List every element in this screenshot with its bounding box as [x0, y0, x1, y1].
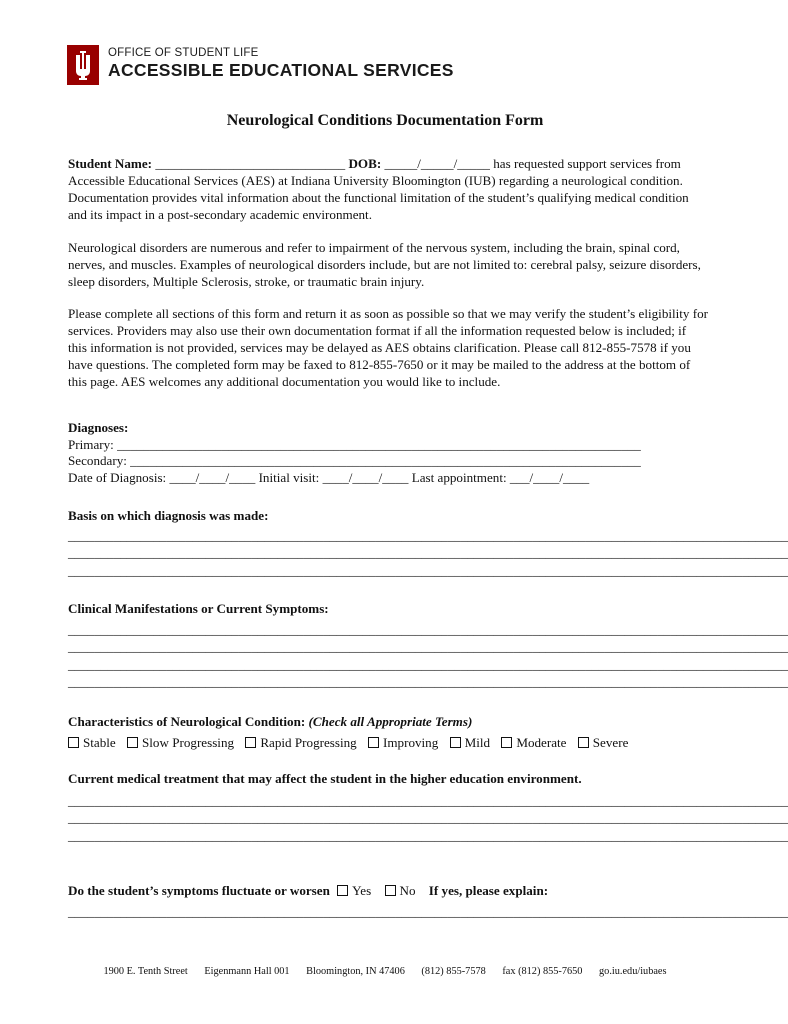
dob-label: DOB: — [348, 156, 382, 171]
characteristics-heading: Characteristics of Neurological Condition: — [68, 714, 306, 729]
basis-lines — [68, 527, 788, 579]
form-title: Neurological Conditions Documentation Form — [226, 112, 544, 129]
checkbox-icon[interactable] — [501, 737, 512, 748]
treatment-line[interactable]: ______________________________________________________________________________________________________________ — [68, 827, 788, 843]
department-name: ACCESSIBLE EDUCATIONAL SERVICES — [108, 60, 454, 80]
student-name-field[interactable]: _____________________________ — [155, 156, 346, 171]
iu-trident-logo — [67, 45, 99, 85]
explain-line[interactable]: ______________________________________________________________________________________________________________ — [68, 904, 788, 919]
treatment-line[interactable]: ______________________________________________________________________________________________________________ — [68, 810, 788, 826]
fluctuate-label: Do the student’s symptoms fluctuate or worsen — [68, 883, 330, 898]
no-checkbox-icon[interactable] — [385, 885, 396, 896]
footer-address: 1900 E. Tenth Street — [103, 966, 188, 977]
footer-building: Eigenmann Hall 001 — [204, 966, 290, 977]
checkbox-icon[interactable] — [68, 737, 79, 748]
explain-lines — [68, 903, 788, 920]
footer-fax: fax (812) 855-7650 — [502, 966, 583, 977]
treatment-line[interactable]: ______________________________________________________________________________________________________________ — [68, 793, 788, 808]
clinical-line[interactable]: ______________________________________________________________________________________________________________ — [68, 673, 788, 689]
characteristics-note: (Check all Appropriate Terms) — [308, 714, 473, 729]
org-header — [108, 47, 454, 81]
instructions-paragraph: Please complete all sections of this form and return it as soon as possible so that we may verify the student’s eligibility for services. Providers may also use their own documentation format if all the information requested below is included; if this information is not provided, services may be delayed as AES obtains clarification. Please call 812-855-7578 if you have questions. The completed form may be faxed to 812-855-7650 or it may be mailed to the address at the bottom of this page. AES welcomes any additional documentation you would like to include. — [68, 306, 709, 389]
treatment-lines — [68, 792, 788, 844]
basis-line[interactable]: ______________________________________________________________________________________________________________ — [68, 528, 788, 543]
treatment-heading: Current medical treatment that may affect the student in the higher education environment. — [68, 771, 582, 786]
dob-field[interactable]: _____/_____/_____ — [384, 156, 490, 171]
checkbox-icon[interactable] — [578, 737, 589, 748]
footer-web-link[interactable]: go.iu.edu/iubaes — [599, 966, 667, 977]
trident-icon — [67, 45, 99, 85]
checkbox-icon[interactable] — [368, 737, 379, 748]
no-label: No — [399, 883, 416, 898]
basis-line[interactable]: ______________________________________________________________________________________________________________ — [68, 545, 788, 561]
option-moderate[interactable]: Moderate — [501, 735, 566, 750]
option-mild[interactable]: Mild — [450, 735, 490, 750]
characteristics-options — [68, 735, 708, 752]
intro-paragraph — [68, 155, 708, 223]
neuro-paragraph: Neurological disorders are numerous and refer to impairment of the nervous system, including the brain, spinal cord, nerves, and muscles. Examples of neurological disorders include, but are not limited to: cerebral palsy, seizure disorders, sleep disorders, Multiple Sclerosis, stroke, or traumatic brain injury. — [68, 240, 701, 289]
basis-heading: Basis on which diagnosis was made: — [68, 508, 269, 523]
secondary-diagnosis-field[interactable]: Secondary: ______________________________________________________________________________ — [68, 453, 641, 468]
characteristics-section — [68, 714, 708, 751]
footer — [0, 966, 770, 977]
checkbox-icon[interactable] — [245, 737, 256, 748]
option-rapid-progressing[interactable]: Rapid Progressing — [245, 735, 356, 750]
basis-line[interactable]: ______________________________________________________________________________________________________________ — [68, 562, 788, 578]
intro-text: has requested support services from Accessible Educational Services (AES) at Indiana University Bloomington (IUB) regarding a neurological condition. Documentation provides vital information about the functional limitation of the student’s qualifying medical condition and its impact in a post-secondary academic environment. — [68, 156, 689, 222]
clinical-line[interactable]: ______________________________________________________________________________________________________________ — [68, 639, 788, 655]
primary-diagnosis-field[interactable]: Primary: ________________________________________________________________________________ — [68, 436, 641, 452]
explain-label: If yes, please explain: — [428, 883, 549, 898]
option-improving[interactable]: Improving — [368, 735, 438, 750]
yes-label: Yes — [352, 883, 372, 898]
checkbox-icon[interactable] — [450, 737, 461, 748]
clinical-line[interactable]: ______________________________________________________________________________________________________________ — [68, 622, 788, 637]
diagnoses-heading: Diagnoses: — [68, 420, 129, 435]
option-stable[interactable]: Stable — [68, 735, 116, 750]
checkbox-icon[interactable] — [127, 737, 138, 748]
option-severe[interactable]: Severe — [578, 735, 629, 750]
clinical-heading: Clinical Manifestations or Current Symptoms: — [68, 601, 329, 616]
diagnoses-section — [68, 420, 708, 486]
clinical-line[interactable]: ______________________________________________________________________________________________________________ — [68, 656, 788, 672]
diagnosis-dates-field[interactable]: Date of Diagnosis: ____/____/____ Initial visit: ____/____/____ Last appointment: ___/____/____ — [68, 469, 590, 485]
fluctuate-question — [68, 883, 708, 900]
student-name-label: Student Name: — [68, 156, 153, 171]
option-slow-progressing[interactable]: Slow Progressing — [127, 735, 234, 750]
footer-phone: (812) 855-7578 — [421, 966, 486, 977]
office-name: OFFICE OF STUDENT LIFE — [108, 47, 259, 59]
clinical-lines — [68, 621, 788, 690]
yes-checkbox-icon[interactable] — [337, 885, 348, 896]
footer-city: Bloomington, IN 47406 — [306, 966, 405, 977]
